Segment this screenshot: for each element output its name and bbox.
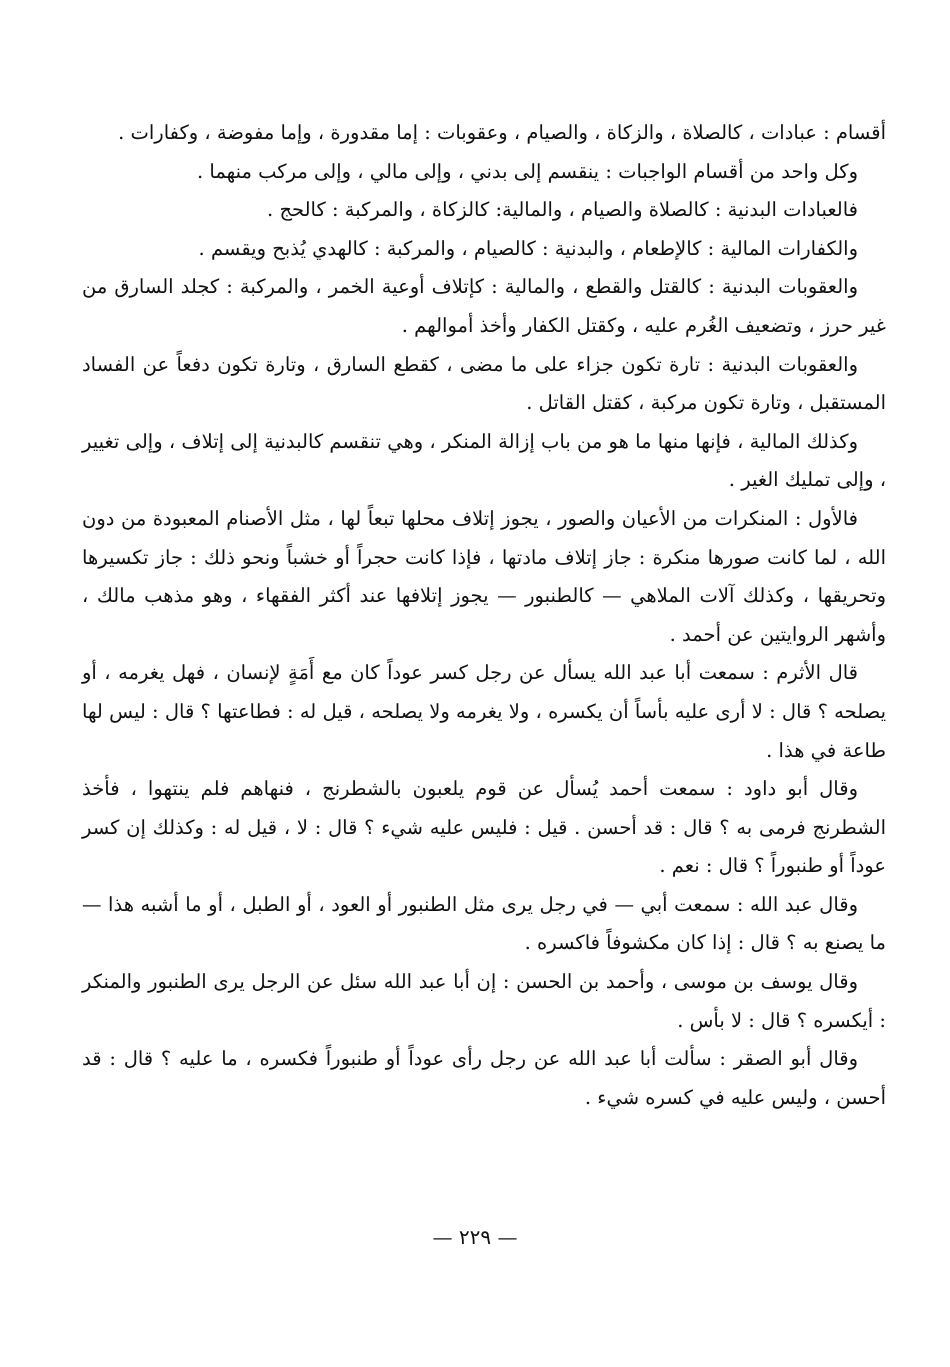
paragraph: قال الأثرم : سمعت أبا عبد الله يسأل عن رجل كسر عوداً كان مع أَمَةٍ لإنسان ، فهل يغرمه ، أو يصلحه ؟ قال : لا أرى عليه بأساً أن يكسره ، ولا يغرمه ولا يصلحه ، قيل له : فطاعتها ؟ قال : ليس لها طاعة في هذا . (82, 661, 886, 762)
paragraph: والكفارات المالية : كالإطعام ، والبدنية : كالصيام ، والمركبة : كالهدي يُذبح ويقسم . (198, 236, 858, 260)
page-number: — ٢٢٩ — (432, 1225, 518, 1249)
paragraph: والعقوبات البدنية : كالقتل والقطع ، والمالية : كإتلاف أوعية الخمر ، والمركبة : كجلد السارق من غير حرز ، وتضعيف الغُرم عليه ، وكقتل الكفار وأخذ أموالهم . (82, 275, 886, 337)
paragraph: والعقوبات البدنية : تارة تكون جزاء على ما مضى ، كقطع السارق ، وتارة تكون دفعاً عن الفساد المستقبل ، وتارة تكون مركبة ، كقتل القاتل . (82, 352, 886, 415)
paragraph: وكل واحد من أقسام الواجبات : ينقسم إلى بدني ، وإلى مالي ، وإلى مركب منهما . (197, 159, 858, 183)
paragraph: فالعبادات البدنية : كالصلاة والصيام ، والمالية: كالزكاة ، والمركبة : كالحج . (267, 198, 858, 222)
paragraph: أقسام : عبادات ، كالصلاة ، والزكاة ، والصيام ، وعقوبات : إما مقدورة ، وإما مفوضة ، وكفارات . (118, 121, 886, 144)
paragraph: وقال أبو داود : سمعت أحمد يُسأل عن قوم يلعبون بالشطرنج ، فنهاهم فلم ينتهوا ، فأخذ الشطرنج فرمى به ؟ قال : قد أحسن . قيل : فليس عليه شيء ؟ قال : لا ، قيل له : وكذلك إن كسر عوداً أو طنبوراً ؟ قال : نعم . (82, 777, 886, 878)
paragraph: وكذلك المالية ، فإنها منها ما هو من باب إزالة المنكر ، وهي تنقسم كالبدنية إلى إتلاف ، وإلى تغيير ، وإلى تمليك الغير . (82, 429, 886, 492)
paragraph: وقال أبو الصقر : سألت أبا عبد الله عن رجل رأى عوداً أو طنبوراً فكسره ، ما عليه ؟ قال : قد أحسن ، وليس عليه في كسره شيء . (82, 1047, 886, 1109)
paragraph: وقال عبد الله : سمعت أبي — في رجل يرى مثل الطنبور أو العود ، أو الطبل ، أو ما أشبه هذا — ما يصنع به ؟ قال : إذا كان مكشوفاً فاكسره . (82, 892, 886, 955)
paragraph: فالأول : المنكرات من الأعيان والصور ، يجوز إتلاف محلها تبعاً لها ، مثل الأصنام المعبودة من دون الله ، لما كانت صورها منكرة : جاز إتلاف مادتها ، فإذا كانت حجراً أو خشباً ونحو ذلك : جاز تكسيرها وتحريقها ، وكذلك آلات الملاهي — كالطنبور — يجوز إتلافها عند أكثر الفقهاء ، وهو مذهب مالك ، وأشهر الروايتين عن أحمد . (82, 506, 886, 646)
main-text (82, 114, 886, 1117)
paragraph: وقال يوسف بن موسى ، وأحمد بن الحسن : إن أبا عبد الله سئل عن الرجل يرى الطنبور والمنكر : أيكسره ؟ قال : لا بأس . (82, 970, 886, 1032)
